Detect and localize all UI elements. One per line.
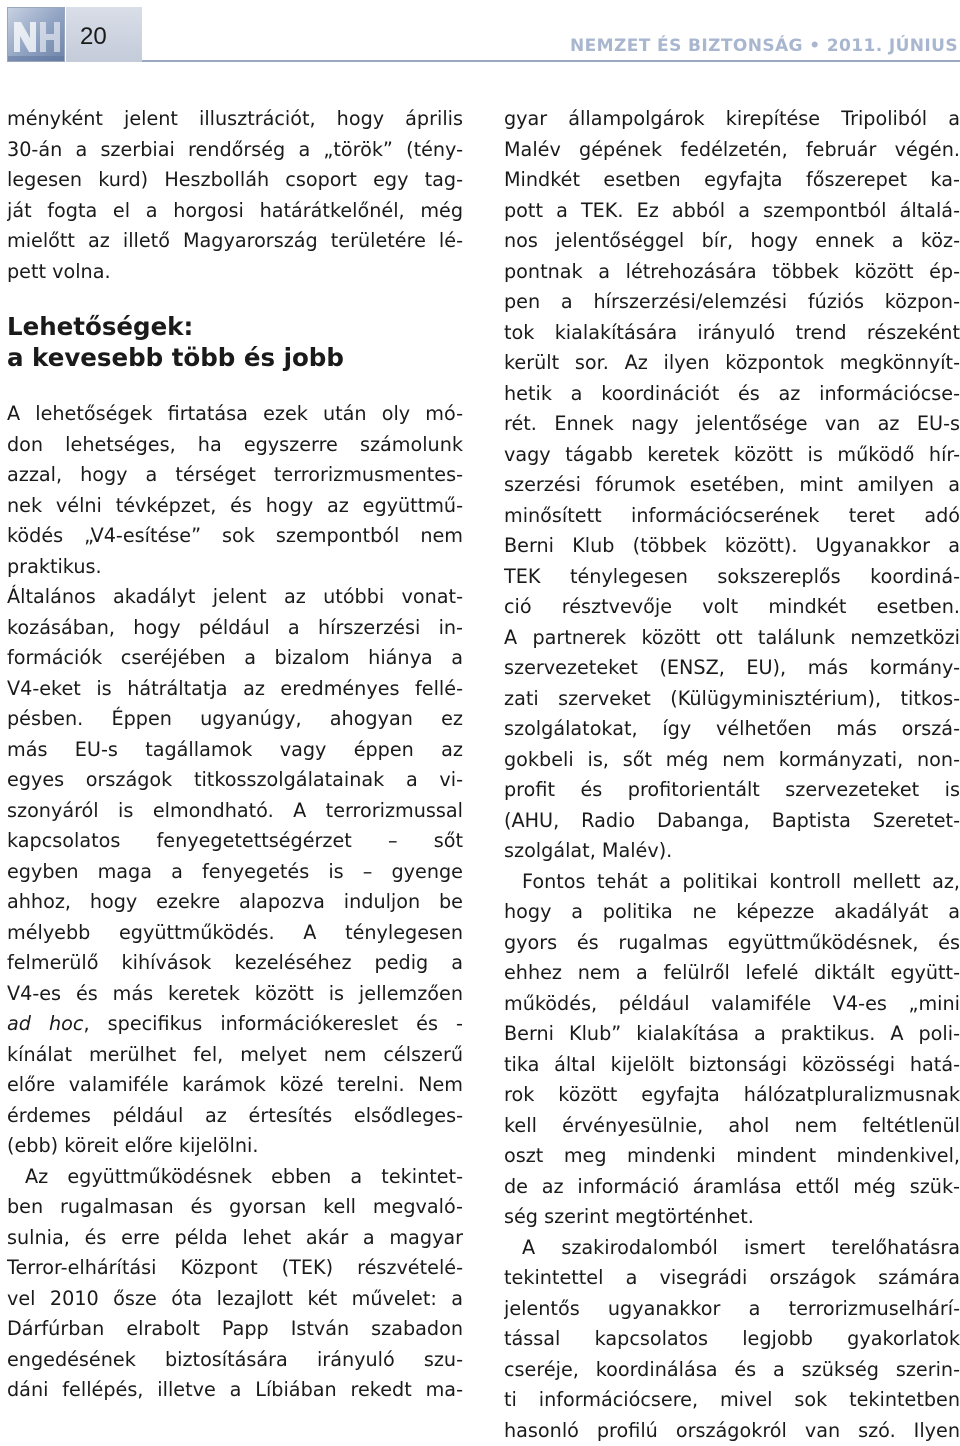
text-line: engedésének biztosítására irányuló szu-	[7, 1345, 463, 1376]
text-line: előre valamiféle karámok közé terelni. Nem	[7, 1070, 463, 1101]
text-line: A szakirodalomból ismert terelőhatásra	[504, 1233, 960, 1264]
text-line: tekintettel a visegrádi országok számára	[504, 1263, 960, 1294]
text-line: kell érvényesülnie, ahol nem feltétlenül	[504, 1111, 960, 1142]
text-line: hasonló profilú országokról van szó. Ilyen	[504, 1416, 960, 1446]
text-line: ját fogta el a horgosi határátkelőnél, még	[7, 196, 463, 227]
text-line: rét. Ennek nagy jelentősége van az EU-s	[504, 409, 960, 440]
text-line: szolgálatokat, így vélhetően más orszá-	[504, 714, 960, 745]
text-line: A partnerek között ott találunk nemzetközi	[504, 623, 960, 654]
text-line: felmerülő kihívások kezeléséhez pedig a	[7, 948, 463, 979]
text-line: került sor. Az ilyen központok megkönnyít-	[504, 348, 960, 379]
text-line: ség szerint megtörténhet.	[504, 1202, 960, 1233]
text-line: nek vélni tévképzet, és hogy az együttmű-	[7, 491, 463, 522]
section-heading-line: Lehetőségek:	[7, 311, 463, 342]
text-line: mielőtt az illető Magyarország területére lé-	[7, 226, 463, 257]
text-line: hetik a koordinációt és az információcse-	[504, 379, 960, 410]
text-line: ció résztvevője volt mindkét esetben.	[504, 592, 960, 623]
italic-term: ad hoc	[7, 1012, 83, 1035]
text-line: zati szerveket (Külügyminisztérium), titkos-	[504, 684, 960, 715]
text-line: pontnak a létrehozására többek között ép-	[504, 257, 960, 288]
text-line: Berni Klub” kialakítása a praktikus. A poli-	[504, 1019, 960, 1050]
text-line: V4-es és más keretek között is jellemzően	[7, 979, 463, 1010]
text-line: ahhoz, hogy ezekre alapozva induljon be	[7, 887, 463, 918]
right-paragraph-2	[504, 867, 960, 1233]
text-line: (ebb) köreit előre kijelölni.	[7, 1131, 463, 1162]
text-line: Fontos tehát a politikai kontroll mellett az,	[504, 867, 960, 898]
text-line: gokbeli is, sőt még nem kormányzati, non-	[504, 745, 960, 776]
text-line: tással kapcsolatos legjobb gyakorlatok	[504, 1324, 960, 1355]
text-line: rok között egyfajta hálózatpluralizmusnak	[504, 1080, 960, 1111]
text-line: (AHU, Radio Dabanga, Baptista Szeretet-	[504, 806, 960, 837]
right-column	[504, 104, 960, 1446]
text-line: ben rugalmasan és gyorsan kell megvaló-	[7, 1192, 463, 1223]
text-line: egyes országok titkosszolgálatainak a vi-	[7, 765, 463, 796]
text-fragment: , specifikus információkereslet és -	[83, 1012, 463, 1035]
text-line: gyors és rugalmas együttműködésnek, és	[504, 928, 960, 959]
text-line: működés, például valamiféle V4-es „mini	[504, 989, 960, 1020]
text-line: gyar állampolgárok kirepítése Tripoliból a	[504, 104, 960, 135]
text-line: nos jelentőséggel bír, hogy ennek a köz-	[504, 226, 960, 257]
text-line: mélyebb együttműködés. A ténylegesen	[7, 918, 463, 949]
text-line: szolgálat, Malév).	[504, 836, 960, 867]
text-line: profit és profitorientált szervezeteket is	[504, 775, 960, 806]
text-line: egyben maga a fenyegetés is – gyenge	[7, 857, 463, 888]
text-line: A lehetőségek firtatása ezek után oly mó-	[7, 399, 463, 430]
journal-title: NEMZET ÉS BIZTONSÁG • 2011. JÚNIUS	[570, 36, 958, 56]
text-line: tika által kijelölt biztonsági közösségi hatá-	[504, 1050, 960, 1081]
text-line: legesen kurd) Heszbolláh csoport egy tag-	[7, 165, 463, 196]
text-line: ködés „V4-esítése” sok szempontból nem	[7, 521, 463, 552]
text-line: érdemes például az értesítés elsődleges-	[7, 1101, 463, 1132]
page-number: 20	[80, 23, 107, 51]
text-line: szerzési fórumok esetében, mint amilyen a	[504, 470, 960, 501]
text-line: cseréje, koordinálása és a szükség szerin-	[504, 1355, 960, 1386]
right-paragraph-3	[504, 1233, 960, 1446]
section-heading-line: a kevesebb több és jobb	[7, 342, 463, 373]
text-line: szervezeteket (ENSZ, EU), más kormány-	[504, 653, 960, 684]
left-paragraph-4	[7, 1162, 463, 1406]
text-line: don lehetséges, ha egyszerre számolunk	[7, 430, 463, 461]
text-line: tok kialakítására irányuló trend részeként	[504, 318, 960, 349]
text-line: minősített információcserének teret adó	[504, 501, 960, 532]
journal-logo	[7, 7, 65, 62]
text-line: formációk cseréjében a bizalom hiánya a	[7, 643, 463, 674]
left-paragraph-3	[7, 582, 463, 1162]
text-line: jelentős ugyanakkor a terrorizmuselhárí-	[504, 1294, 960, 1325]
text-line: dáni fellépés, illetve a Líbiában rekedt ma-	[7, 1375, 463, 1406]
text-line: pett volna.	[7, 257, 463, 288]
section-heading	[7, 311, 463, 373]
text-line: kapcsolatos fenyegetettségérzet – sőt	[7, 826, 463, 857]
right-paragraph-1	[504, 104, 960, 867]
text-line: azzal, hogy a térséget terrorizmusmentes-	[7, 460, 463, 491]
text-line: Berni Klub (többek között). Ugyanakkor a	[504, 531, 960, 562]
text-line: pen a hírszerzési/elemzési fúziós közpon-	[504, 287, 960, 318]
text-line: Terror-elhárítási Központ (TEK) részvételé-	[7, 1253, 463, 1284]
text-line: kínálat merülhet fel, melyet nem célszerű	[7, 1040, 463, 1071]
page-header	[0, 0, 960, 68]
text-line: vagy tágabb keretek között is működő hír-	[504, 440, 960, 471]
text-line: praktikus.	[7, 552, 463, 583]
text-line: TEK ténylegesen sokszereplős koordiná-	[504, 562, 960, 593]
text-line: V4-eket is hátráltatja az eredményes fellé-	[7, 674, 463, 705]
text-line: szonyáról is elmondható. A terrorizmussal	[7, 796, 463, 827]
text-line: pott a TEK. Ez abból a szempontból általá-	[504, 196, 960, 227]
header-rule	[142, 60, 960, 62]
text-line: sulnia, és erre példa lehet akár a magyar	[7, 1223, 463, 1254]
left-paragraph-1	[7, 104, 463, 287]
text-line: Dárfúrban elrabolt Papp István szabadon	[7, 1314, 463, 1345]
text-line: Malév gépének fedélzetén, február végén.	[504, 135, 960, 166]
text-line: hogy a politika ne képezze akadályát a	[504, 897, 960, 928]
text-line	[7, 1009, 463, 1040]
text-line: kozásában, hogy például a hírszerzési in-	[7, 613, 463, 644]
text-line: de az információ áramlása ettől még szük-	[504, 1172, 960, 1203]
text-line: ti információcsere, mivel sok tekintetben	[504, 1385, 960, 1416]
page-number-box	[66, 7, 142, 62]
left-column	[7, 104, 463, 1406]
text-line: ményként jelent illusztrációt, hogy április	[7, 104, 463, 135]
text-line: ehhez nem a felülről lefelé diktált együtt-	[504, 958, 960, 989]
text-line: pésben. Éppen ugyanúgy, ahogyan ez	[7, 704, 463, 735]
text-line: vel 2010 ősze óta lezajlott két művelet: a	[7, 1284, 463, 1315]
text-line: Általános akadályt jelent az utóbbi vonat-	[7, 582, 463, 613]
text-line: Az együttműködésnek ebben a tekintet-	[7, 1162, 463, 1193]
text-line: más EU-s tagállamok vagy éppen az	[7, 735, 463, 766]
text-line: 30-án a szerbiai rendőrség a „török” (tény-	[7, 135, 463, 166]
text-line: Mindkét esetben egyfajta főszerepet ka-	[504, 165, 960, 196]
text-line: oszt meg mindenki mindent mindenkivel,	[504, 1141, 960, 1172]
left-paragraph-2	[7, 399, 463, 582]
